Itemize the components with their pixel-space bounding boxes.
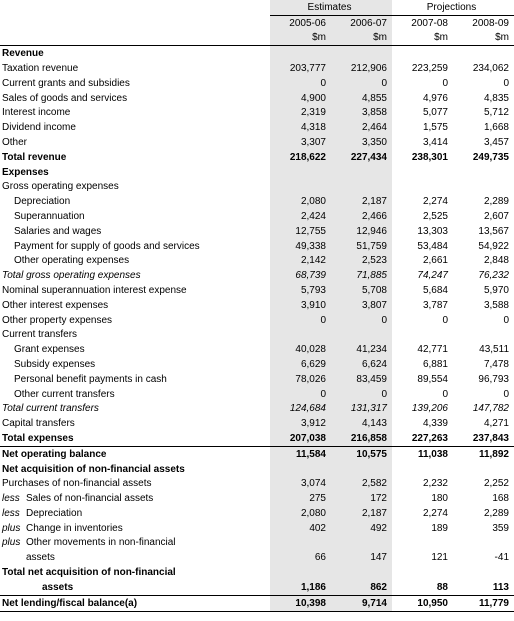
row-value: 3,910 — [270, 298, 331, 313]
row-value: 2,319 — [270, 106, 331, 121]
table-row — [0, 536, 514, 551]
table-row — [0, 209, 514, 224]
row-label-text: Sales of non-financial assets — [26, 493, 154, 505]
table-row — [0, 521, 514, 536]
row-value: 2,464 — [331, 120, 392, 135]
row-label: Interest income — [2, 107, 71, 119]
row-value: 53,484 — [417, 240, 448, 252]
row-value: 2,274 — [422, 507, 448, 519]
row-label: Taxation revenue — [2, 62, 79, 74]
row-value: 4,271 — [483, 418, 509, 430]
table-row — [0, 135, 514, 150]
row-value: 0 — [503, 77, 509, 89]
row-value — [392, 565, 453, 580]
row-value: 4,143 — [331, 416, 392, 431]
table-row — [0, 106, 514, 121]
table-row — [0, 431, 514, 446]
row-value: 124,684 — [270, 402, 331, 417]
row-value: 113 — [492, 581, 509, 593]
row-value: 78,026 — [270, 372, 331, 387]
row-value: 88 — [436, 581, 448, 593]
row-label-text: Other movements in non-financial — [26, 537, 176, 549]
row-value: 2,142 — [270, 254, 331, 269]
header-unit: $m — [392, 31, 453, 46]
row-label: Other — [2, 136, 28, 148]
row-value: 3,350 — [331, 135, 392, 150]
row-value: 9,714 — [331, 595, 392, 611]
row-label: Revenue — [2, 48, 44, 60]
row-value: 168 — [492, 493, 509, 505]
row-label: Salaries and wages — [14, 225, 102, 237]
row-value: 147,782 — [472, 403, 509, 415]
row-value: 54,922 — [478, 240, 509, 252]
row-label-text: Depreciation — [26, 507, 83, 519]
row-value: 7,478 — [483, 358, 509, 370]
row-value: 0 — [442, 77, 448, 89]
header-year: 2006-07 — [331, 15, 392, 30]
row-value: 76,232 — [478, 270, 509, 282]
table-row — [0, 416, 514, 431]
row-value: 5,684 — [422, 284, 448, 296]
header-unit: $m — [270, 31, 331, 46]
header-blank — [0, 0, 270, 15]
row-value — [453, 46, 514, 61]
row-value — [453, 462, 514, 477]
table-row — [0, 565, 514, 580]
row-label: Current transfers — [2, 329, 78, 341]
row-value: 0 — [442, 314, 448, 326]
row-label: Dividend income — [2, 122, 76, 134]
table-row — [0, 239, 514, 254]
row-label: assets — [26, 552, 55, 564]
table-row — [0, 550, 514, 565]
table-row — [0, 298, 514, 313]
header-year: 2007-08 — [411, 17, 448, 29]
row-value: 3,414 — [422, 136, 448, 148]
row-value: 0 — [331, 76, 392, 91]
row-label: Subsidy expenses — [14, 358, 96, 370]
row-value: 12,946 — [331, 224, 392, 239]
row-value — [331, 462, 392, 477]
table-row — [0, 283, 514, 298]
header-row-groups — [0, 0, 514, 15]
row-value: 40,028 — [270, 342, 331, 357]
row-value: 4,339 — [422, 418, 448, 430]
row-value: 1,186 — [270, 580, 331, 595]
row-value: 68,739 — [270, 268, 331, 283]
row-value: 249,735 — [472, 151, 509, 163]
row-label: Total gross operating expenses — [2, 270, 141, 282]
row-value: 0 — [503, 388, 509, 400]
row-label: Total current transfers — [2, 403, 99, 415]
row-value: 0 — [331, 387, 392, 402]
row-value — [453, 565, 514, 580]
row-value — [270, 565, 331, 580]
table-row — [0, 61, 514, 76]
row-value: 5,793 — [270, 283, 331, 298]
row-value: 2,525 — [422, 210, 448, 222]
row-value — [331, 328, 392, 343]
row-value: 0 — [331, 313, 392, 328]
row-value: 4,900 — [270, 91, 331, 106]
row-value: 2,523 — [331, 254, 392, 269]
row-value — [453, 536, 514, 551]
row-value: 172 — [331, 491, 392, 506]
row-value: 0 — [503, 314, 509, 326]
row-value: 131,317 — [331, 402, 392, 417]
row-label — [0, 521, 270, 536]
row-label: Sales of goods and services — [2, 92, 128, 104]
table-row — [0, 595, 514, 611]
row-label: Gross operating expenses — [2, 181, 119, 193]
row-value: 51,759 — [331, 239, 392, 254]
row-value: 492 — [331, 521, 392, 536]
row-label: Superannuation — [14, 210, 85, 222]
row-label — [0, 506, 270, 521]
row-value: 3,858 — [331, 106, 392, 121]
row-value: 2,187 — [331, 506, 392, 521]
row-value — [392, 46, 453, 61]
table-row — [0, 91, 514, 106]
row-value: 5,077 — [422, 107, 448, 119]
row-value: 71,885 — [331, 268, 392, 283]
row-value: 234,062 — [472, 62, 509, 74]
row-value: 10,398 — [270, 595, 331, 611]
table-row — [0, 194, 514, 209]
row-value: 5,712 — [483, 107, 509, 119]
row-value: 0 — [442, 388, 448, 400]
table-row — [0, 180, 514, 195]
row-value: 2,848 — [483, 255, 509, 267]
row-label — [0, 491, 270, 506]
row-value: 2,661 — [422, 255, 448, 267]
table-row — [0, 387, 514, 402]
row-value: 147 — [331, 550, 392, 565]
row-value: 41,234 — [331, 342, 392, 357]
row-value — [392, 165, 453, 180]
row-value — [392, 180, 453, 195]
row-label: Purchases of non-financial assets — [2, 478, 152, 490]
header-estimates: Estimates — [270, 0, 392, 15]
table-row — [0, 357, 514, 372]
table-row — [0, 46, 514, 61]
row-value — [453, 180, 514, 195]
row-prefix: less — [2, 493, 20, 505]
row-value — [270, 328, 331, 343]
header-unit: $m — [331, 31, 392, 46]
row-value: 96,793 — [478, 373, 509, 385]
row-value: 3,912 — [270, 416, 331, 431]
row-value: 6,881 — [422, 358, 448, 370]
table-row — [0, 477, 514, 492]
row-label: Capital transfers — [2, 418, 75, 430]
row-value: 227,263 — [411, 432, 448, 444]
row-value: 2,289 — [483, 196, 509, 208]
row-label — [0, 536, 270, 551]
table-row — [0, 76, 514, 91]
row-value: 862 — [331, 580, 392, 595]
table-row — [0, 491, 514, 506]
header-year: 2008-09 — [472, 17, 509, 29]
row-value: 10,575 — [331, 446, 392, 461]
row-value: 1,668 — [483, 122, 509, 134]
header-projections: Projections — [392, 0, 514, 15]
row-label: Expenses — [2, 166, 49, 178]
row-value — [270, 536, 331, 551]
row-value: 74,247 — [417, 270, 448, 282]
row-value: 2,289 — [483, 507, 509, 519]
row-value: 43,511 — [479, 344, 509, 356]
row-value: 3,307 — [270, 135, 331, 150]
table-row — [0, 120, 514, 135]
row-label: Net acquisition of non-financial assets — [2, 463, 185, 475]
row-value: 1,575 — [422, 122, 448, 134]
row-value: 2,582 — [331, 477, 392, 492]
row-value: 83,459 — [331, 372, 392, 387]
row-value: 238,301 — [411, 151, 448, 163]
row-value: 227,434 — [331, 150, 392, 165]
row-value: 49,338 — [270, 239, 331, 254]
row-label: Other property expenses — [2, 314, 113, 326]
row-value: 12,755 — [270, 224, 331, 239]
row-value: 66 — [270, 550, 331, 565]
row-value — [331, 565, 392, 580]
row-value — [331, 180, 392, 195]
row-value — [270, 165, 331, 180]
row-label: Nominal superannuation interest expense — [2, 284, 187, 296]
row-value: 189 — [431, 522, 448, 534]
table-row — [0, 372, 514, 387]
header-year: 2005-06 — [270, 15, 331, 30]
row-value: 2,080 — [270, 506, 331, 521]
row-value: 2,607 — [483, 210, 509, 222]
row-value: 2,252 — [483, 478, 509, 490]
row-value: 139,206 — [411, 403, 448, 415]
row-value: 203,777 — [270, 61, 331, 76]
row-value: 13,567 — [478, 225, 509, 237]
row-value: 0 — [270, 76, 331, 91]
row-value: 207,038 — [270, 431, 331, 446]
row-value: 11,584 — [270, 446, 331, 461]
row-value — [392, 462, 453, 477]
row-label: assets — [42, 581, 74, 593]
row-value: 275 — [270, 491, 331, 506]
row-value — [453, 328, 514, 343]
row-label: Depreciation — [14, 196, 71, 208]
row-label: Current grants and subsidies — [2, 77, 130, 89]
row-value: 13,303 — [417, 225, 448, 237]
row-value: 5,970 — [483, 284, 509, 296]
row-value: 0 — [270, 313, 331, 328]
table-body — [0, 46, 514, 611]
row-value: 402 — [270, 521, 331, 536]
row-value: 2,274 — [422, 196, 448, 208]
row-value: 4,835 — [483, 92, 509, 104]
row-value: 4,976 — [422, 92, 448, 104]
row-prefix: plus — [2, 522, 21, 534]
row-label: Other interest expenses — [2, 299, 109, 311]
row-value: 89,554 — [417, 373, 448, 385]
row-value — [392, 328, 453, 343]
row-value: 3,807 — [331, 298, 392, 313]
row-label: Other operating expenses — [14, 255, 130, 267]
row-value: 2,466 — [331, 209, 392, 224]
table-row — [0, 328, 514, 343]
row-value: 11,779 — [453, 595, 514, 611]
table-row — [0, 254, 514, 269]
row-value: 180 — [431, 493, 448, 505]
row-value: 3,588 — [483, 299, 509, 311]
table-row — [0, 313, 514, 328]
table-row — [0, 150, 514, 165]
row-value: 4,318 — [270, 120, 331, 135]
row-value: 237,843 — [472, 432, 509, 444]
row-label: Total expenses — [2, 432, 74, 444]
row-value: 3,457 — [483, 136, 509, 148]
row-value — [270, 46, 331, 61]
row-label: Total net acquisition of non-financial — [2, 567, 176, 579]
header-unit: $m — [453, 31, 514, 46]
table-row — [0, 446, 514, 461]
row-value: 11,892 — [453, 446, 514, 461]
row-value: 10,950 — [392, 595, 453, 611]
table-row — [0, 224, 514, 239]
row-value: 218,622 — [270, 150, 331, 165]
row-prefix: less — [2, 507, 20, 519]
row-value: -41 — [494, 552, 509, 564]
row-value — [453, 165, 514, 180]
row-label: Grant expenses — [14, 344, 85, 356]
row-label: Net operating balance — [0, 446, 270, 461]
row-value: 216,858 — [331, 431, 392, 446]
row-prefix: plus — [2, 537, 21, 549]
row-value: 0 — [270, 387, 331, 402]
row-label: Payment for supply of goods and services — [14, 240, 200, 252]
row-value: 6,624 — [331, 357, 392, 372]
row-value: 3,074 — [270, 477, 331, 492]
row-value — [270, 462, 331, 477]
row-value: 6,629 — [270, 357, 331, 372]
table-row — [0, 402, 514, 417]
row-value: 223,259 — [411, 62, 448, 74]
row-value: 212,906 — [331, 61, 392, 76]
row-value: 121 — [431, 552, 448, 564]
table-row — [0, 462, 514, 477]
table-row — [0, 268, 514, 283]
row-value — [270, 180, 331, 195]
row-label: Net lending/fiscal balance(a) — [0, 595, 270, 611]
row-value: 2,232 — [422, 478, 448, 490]
table-row — [0, 580, 514, 595]
header-row-units — [0, 31, 514, 46]
row-value — [331, 536, 392, 551]
row-label: Other current transfers — [14, 388, 115, 400]
table-row — [0, 165, 514, 180]
row-value: 2,424 — [270, 209, 331, 224]
row-value: 2,187 — [331, 194, 392, 209]
row-value: 5,708 — [331, 283, 392, 298]
row-value — [331, 46, 392, 61]
row-value: 3,787 — [422, 299, 448, 311]
row-value — [392, 536, 453, 551]
row-value — [331, 165, 392, 180]
row-value: 2,080 — [270, 194, 331, 209]
row-label-text: Change in inventories — [26, 522, 123, 534]
row-label: Personal benefit payments in cash — [14, 373, 167, 385]
header-row-years — [0, 15, 514, 30]
table-row — [0, 506, 514, 521]
table-row — [0, 342, 514, 357]
row-label: Total revenue — [2, 151, 67, 163]
row-value: 42,771 — [417, 344, 448, 356]
row-value: 359 — [492, 522, 509, 534]
row-value: 11,038 — [392, 446, 453, 461]
row-value: 4,855 — [331, 91, 392, 106]
